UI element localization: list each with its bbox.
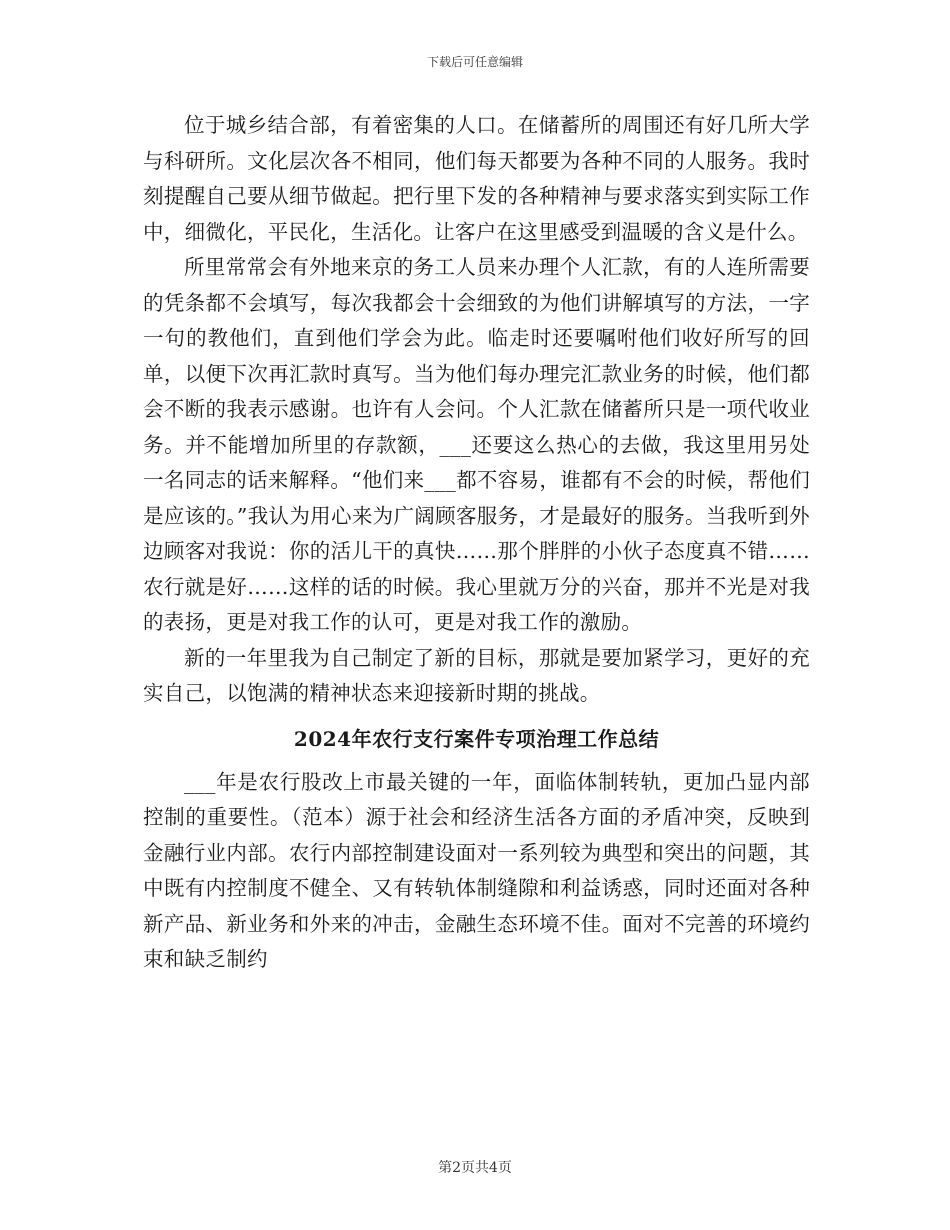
page-footer: 第2页共4页 <box>438 1160 512 1176</box>
page-header: 下载后可任意编辑 <box>426 55 523 69</box>
paragraph-3: 新的一年里我为自己制定了新的目标，那就是要加紧学习，更好的充实自己，以饱满的精神状态来迎接新时期的挑战。 <box>143 645 810 705</box>
paragraph-2: 所里常常会有外地来京的务工人员来办理个人汇款，有的人连所需要的凭条都不会填写，每次我都会十会细致的为他们讲解填写的方法，一字一句的教他们，直到他们学会为此。临走时还要嘱咐他们收好所写的回单，以便下次再汇款时真写。当为他们每办理完汇款业务的时候，他们都会不断的我表示感谢。也许有人会问。个人汇款在储蓄所只是一项代收业务。并不能增加所里的存款额，___还要这么热心的去做，我这里用另处一名同志的话来解释。“他们来___都不容易，谁都有不会的时候，帮他们是应该的。”我认为用心来为广阔顾客服务，才是最好的服务。当我听到外边顾客对我说：你的活儿干的真快……那个胖胖的小伙子态度真不错……农行就是好……这样的话的时候。我心里就万分的兴奋，那并不光是对我的表扬，更是对我工作的认可，更是对我工作的激励。 <box>143 255 810 634</box>
document-body <box>143 108 810 978</box>
paragraph-1: 位于城乡结合部，有着密集的人口。在储蓄所的周围还有好几所大学与科研所。文化层次各不相同，他们每天都要为各种不同的人服务。我时刻提醒自己要从细节做起。把行里下发的各种精神与要求落实到实际工作中，细微化，平民化，生活化。让客户在这里感受到温暖的含义是什么。 <box>143 113 810 244</box>
section-title: 2024年农行支行案件专项治理工作总结 <box>293 726 660 751</box>
paragraph-4: ___年是农行股改上市最关键的一年，面临体制转轨，更加凸显内部控制的重要性。（范本）源于社会和经济生活各方面的矛盾冲突，反映到金融行业内部。农行内部控制建设面对一系列较为典型和突出的问题，其中既有内控制度不健全、又有转轨体制缝隙和利益诱惑，同时还面对各种新产品、新业务和外来的冲击，金融生态环境不佳。面对不完善的环境约束和缺乏制约 <box>143 769 810 971</box>
